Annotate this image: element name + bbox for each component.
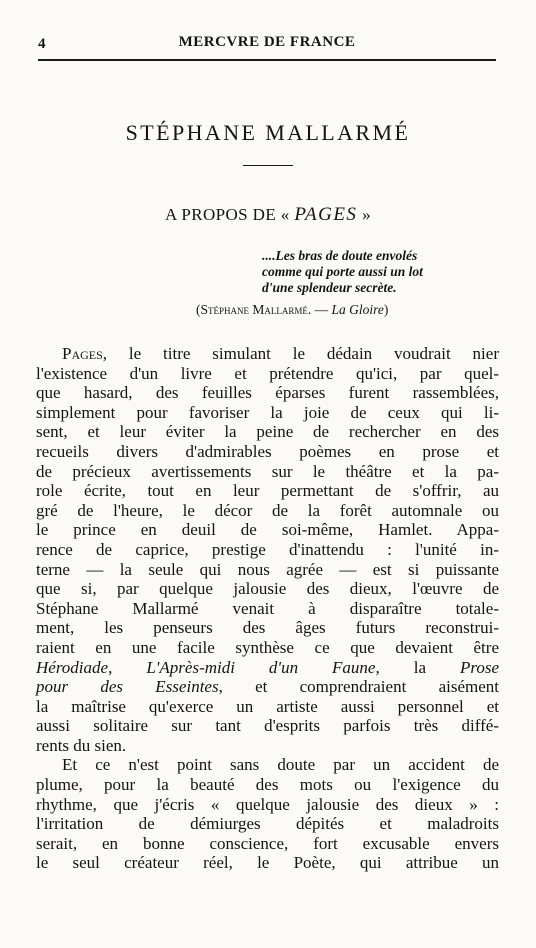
journal-title: MERCVRE DE FRANCE: [178, 34, 356, 50]
text-fragment: ,: [108, 657, 147, 677]
text-fragment: , la: [375, 657, 460, 677]
work-title: Hérodiade: [36, 657, 109, 677]
epigraph-work: La Gloire: [331, 302, 384, 317]
header-rule: [38, 59, 496, 61]
running-head: [38, 34, 496, 56]
subtitle-prefix: A PROPOS DE «: [164, 205, 295, 224]
subtitle-suffix: »: [357, 205, 371, 224]
epigraph-author: Stéphane Mallarmé.: [200, 302, 312, 317]
text-line: serait, en bonne conscience, fort excusable envers: [36, 833, 499, 853]
epigraph-dash: —: [311, 302, 332, 317]
article-subtitle: [0, 204, 536, 226]
text-line: que si, par quelque jalousie des dieux, l'œuvre de: [36, 579, 499, 599]
epigraph-line: d'une splendeur secrète.: [262, 280, 397, 295]
text-line: le prince en deuil de soi-même, Hamlet. Appa-: [36, 520, 499, 540]
epigraph: [262, 248, 423, 296]
body-text: [36, 344, 499, 873]
text-line: ment, les penseurs des âges futurs reconstrui-: [36, 618, 499, 638]
text-line: raient en une facile synthèse ce que devaient être: [36, 637, 499, 657]
text-line: simplement pour favoriser la joie de ceux qui li-: [36, 402, 499, 422]
text-line: de précieux avertissements sur le théâtre et la pa-: [36, 461, 499, 481]
lead-word: Pages: [62, 344, 103, 363]
text-line: recueils divers d'admirables poèmes en prose et: [36, 441, 499, 461]
text-line: gré de l'heure, le décor de la forêt automnale ou: [36, 500, 499, 520]
text-line: l'irritation de démiurges dépités et maladroits: [36, 814, 499, 834]
text-line: [36, 344, 499, 364]
text-fragment: , et comprendraient aisément: [218, 677, 499, 697]
text-line: rents du sien.: [36, 735, 127, 755]
text-line: rence de caprice, prestige d'inattendu : l'unité in-: [36, 539, 499, 559]
text-line: Et ce n'est point sans doute par un accident de: [62, 755, 499, 775]
epigraph-line: ....Les bras de doute envolés: [262, 248, 418, 263]
title-rule: [243, 165, 293, 166]
epigraph-source: (Stéphane Mallarmé. — La Gloire): [196, 302, 389, 317]
text-line: [36, 677, 499, 697]
work-title: Prose: [459, 657, 499, 677]
work-title: L'Après-midi d'un Faune: [146, 657, 376, 677]
text-line: que hasard, des feuilles éparses furent rassemblées,: [36, 383, 499, 403]
text-line: Stéphane Mallarmé venait à disparaître totale-: [36, 598, 499, 618]
work-title: pour des Esseintes: [36, 677, 219, 697]
text-line-content: , le titre simulant le dédain voudrait nier: [102, 344, 499, 363]
text-line: le seul créateur réel, le Poète, qui attribue un: [36, 853, 499, 873]
text-line: rhythme, que j'écris « quelque jalousie des dieux » :: [36, 794, 499, 814]
text-line: role écrite, tout en leur permettant de s'offrir, au: [36, 481, 499, 501]
page-number: 4: [38, 36, 46, 52]
text-line: aussi solitaire sur tant d'esprits parfois très diffé-: [36, 716, 499, 736]
subtitle-work: PAGES: [294, 204, 358, 225]
text-line: sent, et leur éviter la peine de rechercher en des: [36, 422, 499, 442]
text-line: [36, 658, 499, 678]
text-line: plume, pour la beauté des mots ou l'exigence du: [36, 775, 499, 795]
text-line: terne — la seule qui nous agrée — est si puissante: [36, 559, 499, 579]
article-title: STÉPHANE MALLARMÉ: [125, 120, 411, 145]
text-line: la maîtrise qu'exerce un artiste aussi personnel et: [36, 696, 499, 716]
epigraph-line: comme qui porte aussi un lot: [262, 264, 423, 279]
text-line: l'existence d'un livre et prétendre qu'ici, par quel-: [36, 363, 499, 383]
